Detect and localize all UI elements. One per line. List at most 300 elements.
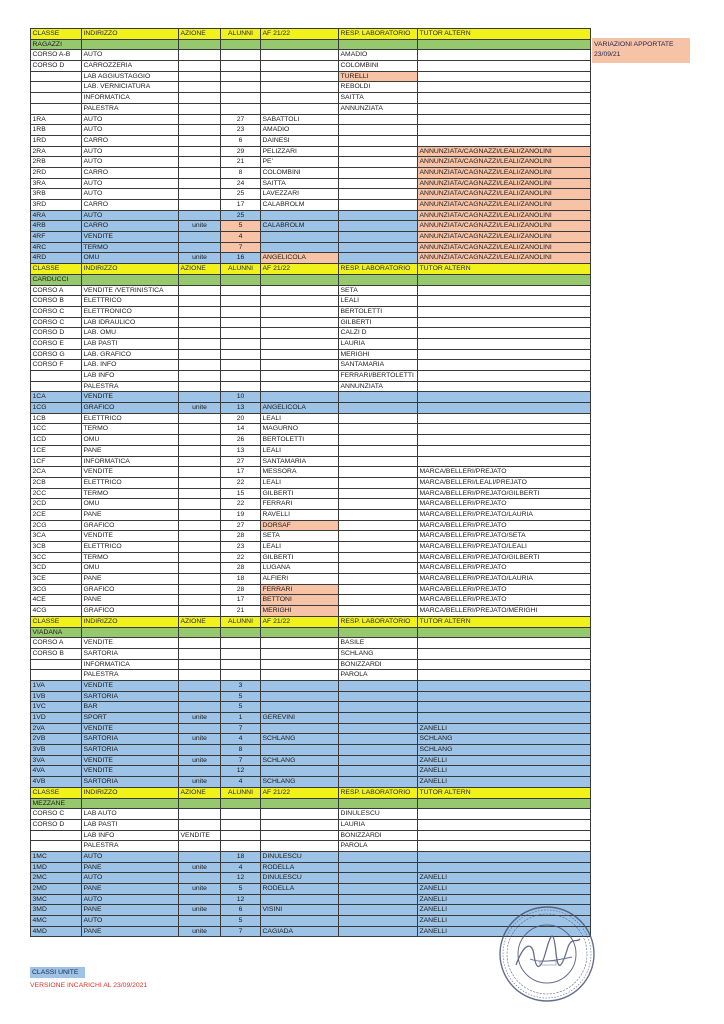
cell-af: SCHLANG (261, 756, 339, 767)
cell-azione (179, 424, 221, 435)
cell-azione: unite (179, 403, 221, 414)
cell-resp: SANTAMARIA (339, 360, 418, 371)
cell-azione (179, 649, 221, 660)
cell-indirizzo: ELETTRONICO (82, 307, 179, 318)
cell-indirizzo: GRAFICO (82, 521, 179, 532)
cell-alunni: 6 (221, 136, 261, 147)
table-row (31, 328, 591, 339)
cell-tutor (418, 72, 591, 83)
cell-alunni (221, 809, 261, 820)
cell-indirizzo: ELETTRICO (82, 478, 179, 489)
cell-resp: BONIZZARDI (339, 831, 418, 842)
cell-af (261, 211, 339, 222)
cell-tutor (418, 50, 591, 61)
cell-tutor: MARCA/BELLERI/PREJATO/GILBERTI (418, 489, 591, 500)
cell-af: MERIGHI (261, 606, 339, 617)
cell-indirizzo: PANE (82, 927, 179, 938)
cell-azione (179, 660, 221, 671)
cell-resp (339, 189, 418, 200)
cell-indirizzo: OMU (82, 253, 179, 264)
cell-resp (339, 147, 418, 158)
cell-tutor (418, 831, 591, 842)
section-row (31, 799, 591, 810)
table-row (31, 831, 591, 842)
section-cell (179, 40, 221, 51)
table-row (31, 221, 591, 232)
cell-resp (339, 435, 418, 446)
column-header-alunni: ALUNNI (221, 264, 261, 275)
cell-resp (339, 916, 418, 927)
cell-azione (179, 670, 221, 681)
cell-azione: unite (179, 756, 221, 767)
cell-classe: 3RA (31, 179, 82, 190)
cell-indirizzo: PANE (82, 574, 179, 585)
cell-classe: 1CA (31, 392, 82, 403)
cell-azione: unite (179, 713, 221, 724)
header-row (31, 264, 591, 275)
cell-classe: 1CD (31, 435, 82, 446)
cell-af: FERRARI (261, 499, 339, 510)
cell-tutor (418, 702, 591, 713)
cell-af (261, 831, 339, 842)
cell-indirizzo: BAR (82, 702, 179, 713)
cell-indirizzo: LAB. OMU (82, 328, 179, 339)
cell-resp: GILBERTI (339, 318, 418, 329)
cell-alunni: 8 (221, 168, 261, 179)
cell-classe: CORSO D (31, 328, 82, 339)
cell-alunni: 17 (221, 595, 261, 606)
cell-azione (179, 307, 221, 318)
table-row (31, 350, 591, 361)
column-header-indirizzo: INDIRIZZO (82, 617, 179, 628)
cell-tutor: MARCA/BELLERI/PREJATO/GILBERTI (418, 553, 591, 564)
cell-azione (179, 318, 221, 329)
cell-azione (179, 595, 221, 606)
cell-tutor: ANNUNZIATA/CAGNAZZI/LEALI/ZANOLINI (418, 189, 591, 200)
cell-resp: MERIGHI (339, 350, 418, 361)
cell-indirizzo: OMU (82, 435, 179, 446)
cell-af (261, 360, 339, 371)
cell-classe: 2RA (31, 147, 82, 158)
cell-resp (339, 606, 418, 617)
section-cell (261, 275, 339, 286)
cell-alunni: 10 (221, 392, 261, 403)
table-row (31, 809, 591, 820)
column-header-azione: AZIONE (179, 788, 221, 799)
cell-indirizzo: AUTO (82, 50, 179, 61)
cell-azione (179, 702, 221, 713)
cell-classe (31, 382, 82, 393)
cell-alunni: 24 (221, 179, 261, 190)
cell-alunni: 22 (221, 553, 261, 564)
cell-azione (179, 724, 221, 735)
cell-indirizzo: VENDITE (82, 467, 179, 478)
cell-resp (339, 734, 418, 745)
cell-alunni: 3 (221, 681, 261, 692)
table-row (31, 115, 591, 126)
cell-alunni: 25 (221, 211, 261, 222)
table-row (31, 670, 591, 681)
signature (516, 936, 580, 966)
cell-tutor (418, 382, 591, 393)
section-cell (179, 628, 221, 639)
cell-alunni: 14 (221, 424, 261, 435)
cell-alunni: 13 (221, 446, 261, 457)
cell-indirizzo: PANE (82, 905, 179, 916)
table-row (31, 863, 591, 874)
column-header-classe: CLASSE (31, 788, 82, 799)
table-row (31, 724, 591, 735)
cell-af: COLOMBINI (261, 168, 339, 179)
cell-af (261, 232, 339, 243)
cell-classe: 4VA (31, 766, 82, 777)
cell-tutor: ZANELLI (418, 777, 591, 788)
table-row (31, 446, 591, 457)
cell-resp (339, 232, 418, 243)
column-header-tutor: TUTOR ALTERN (418, 264, 591, 275)
cell-classe: 1CB (31, 414, 82, 425)
cell-indirizzo: VENDITE (82, 724, 179, 735)
cell-tutor (418, 360, 591, 371)
cell-af (261, 382, 339, 393)
table-row (31, 553, 591, 564)
cell-tutor: ZANELLI (418, 927, 591, 938)
table-row (31, 499, 591, 510)
column-header-indirizzo: INDIRIZZO (82, 29, 179, 40)
cell-classe: 2VA (31, 724, 82, 735)
signature-stroke (530, 957, 572, 961)
table-row (31, 574, 591, 585)
cell-af: DINULESCU (261, 852, 339, 863)
cell-resp (339, 125, 418, 136)
cell-azione (179, 916, 221, 927)
cell-classe: CORSO F (31, 360, 82, 371)
cell-classe: 2CA (31, 467, 82, 478)
cell-tutor (418, 841, 591, 852)
cell-indirizzo: LAB AGGIUSTAGGIO (82, 72, 179, 83)
cell-azione (179, 489, 221, 500)
section-row (31, 40, 591, 51)
table-row (31, 72, 591, 83)
cell-azione (179, 681, 221, 692)
cell-resp (339, 585, 418, 596)
column-header-resp: RESP. LABORATORIO (339, 264, 418, 275)
cell-resp (339, 489, 418, 500)
cell-af (261, 61, 339, 72)
table-row (31, 392, 591, 403)
cell-azione (179, 243, 221, 254)
cell-af: AMADIO (261, 125, 339, 136)
cell-resp (339, 424, 418, 435)
cell-classe: 3CA (31, 531, 82, 542)
cell-indirizzo: CARRO (82, 168, 179, 179)
cell-azione (179, 104, 221, 115)
cell-classe: 2RD (31, 168, 82, 179)
cell-indirizzo: AUTO (82, 147, 179, 158)
cell-af: BERTOLETTI (261, 435, 339, 446)
cell-tutor: ANNUNZIATA/CAGNAZZI/LEALI/ZANOLINI (418, 232, 591, 243)
cell-classe: 2CD (31, 499, 82, 510)
cell-alunni: 6 (221, 905, 261, 916)
header-row (31, 29, 591, 40)
cell-alunni: 20 (221, 414, 261, 425)
cell-indirizzo: OMU (82, 563, 179, 574)
cell-tutor (418, 392, 591, 403)
cell-tutor (418, 318, 591, 329)
section-row (31, 628, 591, 639)
cell-tutor: MARCA/BELLERI/PREJATO (418, 499, 591, 510)
cell-indirizzo: SPORT (82, 713, 179, 724)
cell-classe: 1CE (31, 446, 82, 457)
cell-azione (179, 531, 221, 542)
cell-af: ANGELICOLA (261, 253, 339, 264)
cell-classe: 4MC (31, 916, 82, 927)
cell-alunni: 7 (221, 724, 261, 735)
cell-af (261, 286, 339, 297)
cell-azione (179, 147, 221, 158)
cell-resp: PAROLA (339, 841, 418, 852)
section-cell (418, 628, 591, 639)
table-row (31, 521, 591, 532)
cell-alunni: 5 (221, 702, 261, 713)
cell-af: LUGANA (261, 563, 339, 574)
cell-azione (179, 189, 221, 200)
cell-alunni: 28 (221, 585, 261, 596)
official-stamp (496, 903, 598, 1005)
cell-af: RODELLA (261, 863, 339, 874)
section-cell (418, 40, 591, 51)
cell-azione (179, 392, 221, 403)
cell-tutor (418, 649, 591, 660)
cell-af (261, 243, 339, 254)
cell-tutor: SCHLANG (418, 745, 591, 756)
cell-alunni (221, 318, 261, 329)
cell-af (261, 820, 339, 831)
cell-indirizzo: SARTORIA (82, 649, 179, 660)
section-cell (221, 628, 261, 639)
cell-indirizzo: LAB. GRAFICO (82, 350, 179, 361)
cell-azione: unite (179, 221, 221, 232)
cell-alunni: 22 (221, 478, 261, 489)
cell-tutor: ANNUNZIATA/CAGNAZZI/LEALI/ZANOLINI (418, 253, 591, 264)
table-row (31, 243, 591, 254)
cell-classe: 4CE (31, 595, 82, 606)
cell-af: LEALI (261, 414, 339, 425)
cell-tutor (418, 852, 591, 863)
cell-indirizzo: CARRO (82, 136, 179, 147)
column-header-indirizzo: INDIRIZZO (82, 264, 179, 275)
cell-tutor: MARCA/BELLERI/LEALI/PREJATO (418, 478, 591, 489)
section-cell (82, 275, 179, 286)
table-row (31, 147, 591, 158)
cell-resp (339, 499, 418, 510)
cell-af: CALABROLM (261, 200, 339, 211)
cell-alunni (221, 296, 261, 307)
cell-tutor (418, 670, 591, 681)
cell-classe (31, 660, 82, 671)
cell-resp (339, 168, 418, 179)
section-cell (221, 40, 261, 51)
cell-classe: 1RB (31, 125, 82, 136)
cell-resp (339, 467, 418, 478)
cell-azione (179, 446, 221, 457)
column-header-resp: RESP. LABORATORIO (339, 788, 418, 799)
cell-af (261, 916, 339, 927)
table-row (31, 873, 591, 884)
cell-af (261, 745, 339, 756)
cell-alunni: 7 (221, 756, 261, 767)
cell-af: VISINI (261, 905, 339, 916)
cell-tutor: ZANELLI (418, 873, 591, 884)
cell-tutor (418, 350, 591, 361)
cell-indirizzo: OMU (82, 499, 179, 510)
cell-azione (179, 125, 221, 136)
cell-resp (339, 478, 418, 489)
cell-indirizzo: INFORMATICA (82, 457, 179, 468)
cell-resp (339, 574, 418, 585)
cell-azione (179, 93, 221, 104)
cell-af (261, 702, 339, 713)
table-row (31, 777, 591, 788)
table-row (31, 189, 591, 200)
cell-classe: CORSO G (31, 350, 82, 361)
cell-indirizzo: PANE (82, 446, 179, 457)
table-row (31, 61, 591, 72)
cell-alunni: 23 (221, 542, 261, 553)
cell-azione (179, 638, 221, 649)
cell-resp (339, 563, 418, 574)
cell-azione: unite (179, 884, 221, 895)
table-row (31, 563, 591, 574)
stamp-inner-ring (518, 925, 576, 983)
cell-tutor: ZANELLI (418, 895, 591, 906)
cell-resp: AMADIO (339, 50, 418, 61)
cell-alunni: 4 (221, 777, 261, 788)
cell-resp (339, 863, 418, 874)
cell-af: CAGIADA (261, 927, 339, 938)
cell-azione (179, 852, 221, 863)
cell-tutor (418, 307, 591, 318)
section-cell (221, 799, 261, 810)
cell-classe: 1CF (31, 457, 82, 468)
cell-indirizzo: PALESTRA (82, 841, 179, 852)
section-cell (221, 275, 261, 286)
cell-azione (179, 328, 221, 339)
cell-indirizzo: INFORMATICA (82, 93, 179, 104)
cell-af (261, 93, 339, 104)
cell-classe: CORSO E (31, 339, 82, 350)
cell-alunni: 8 (221, 745, 261, 756)
changes-note-date: 23/09/21 (594, 51, 621, 58)
cell-azione (179, 371, 221, 382)
cell-resp (339, 457, 418, 468)
cell-alunni (221, 328, 261, 339)
section-cell (261, 628, 339, 639)
cell-indirizzo: SARTORIA (82, 745, 179, 756)
cell-classe: 3CG (31, 585, 82, 596)
table-row (31, 104, 591, 115)
cell-azione (179, 232, 221, 243)
cell-af: RODELLA (261, 884, 339, 895)
table-row (31, 531, 591, 542)
cell-alunni (221, 371, 261, 382)
cell-classe: 2CB (31, 478, 82, 489)
cell-alunni (221, 841, 261, 852)
cell-indirizzo: PANE (82, 595, 179, 606)
cell-alunni (221, 50, 261, 61)
cell-tutor (418, 660, 591, 671)
cell-tutor (418, 125, 591, 136)
cell-azione (179, 499, 221, 510)
cell-classe: 1RA (31, 115, 82, 126)
cell-resp: ANNUNZIATA (339, 382, 418, 393)
cell-alunni (221, 831, 261, 842)
cell-af: GILBERTI (261, 553, 339, 564)
column-header-classe: CLASSE (31, 264, 82, 275)
cell-tutor (418, 93, 591, 104)
cell-alunni (221, 638, 261, 649)
cell-indirizzo: AUTO (82, 916, 179, 927)
table-row (31, 403, 591, 414)
table-row (31, 478, 591, 489)
changes-note-title: VARIAZIONI APPORTATE (594, 41, 674, 48)
cell-alunni: 5 (221, 916, 261, 927)
table-row (31, 542, 591, 553)
cell-indirizzo: ELETTRICO (82, 414, 179, 425)
cell-tutor: ZANELLI (418, 724, 591, 735)
cell-azione (179, 200, 221, 211)
cell-classe: 2VB (31, 734, 82, 745)
cell-indirizzo: VENDITE (82, 392, 179, 403)
cell-classe: 4VB (31, 777, 82, 788)
cell-azione (179, 467, 221, 478)
cell-classe: 1CG (31, 403, 82, 414)
cell-indirizzo: LAB. VERNICIATURA (82, 82, 179, 93)
table-row (31, 296, 591, 307)
column-header-tutor: TUTOR ALTERN (418, 617, 591, 628)
cell-resp (339, 253, 418, 264)
table-row (31, 371, 591, 382)
cell-resp: BONIZZARDI (339, 660, 418, 671)
cell-af (261, 50, 339, 61)
table-row (31, 681, 591, 692)
cell-classe: 1VC (31, 702, 82, 713)
cell-classe: CORSO B (31, 649, 82, 660)
cell-classe: 4RB (31, 221, 82, 232)
cell-alunni: 18 (221, 852, 261, 863)
legend-merged-classes: CLASSI UNITE (30, 967, 85, 978)
cell-azione (179, 360, 221, 371)
cell-resp (339, 221, 418, 232)
cell-tutor: MARCA/BELLERI/PREJATO/SETA (418, 531, 591, 542)
column-header-azione: AZIONE (179, 617, 221, 628)
cell-tutor: MARCA/BELLERI/PREJATO (418, 521, 591, 532)
cell-resp (339, 756, 418, 767)
cell-indirizzo: AUTO (82, 115, 179, 126)
cell-alunni (221, 649, 261, 660)
column-header-indirizzo: INDIRIZZO (82, 788, 179, 799)
section-name: MEZZANE (31, 799, 82, 810)
table-row (31, 702, 591, 713)
cell-tutor: MARCA/BELLERI/PREJATO/MERIGHI (418, 606, 591, 617)
table-row (31, 638, 591, 649)
cell-classe (31, 72, 82, 83)
cell-classe: 4CG (31, 606, 82, 617)
cell-indirizzo: LAB PASTI (82, 339, 179, 350)
cell-classe: 4MD (31, 927, 82, 938)
cell-classe: 3CD (31, 563, 82, 574)
table-row (31, 382, 591, 393)
